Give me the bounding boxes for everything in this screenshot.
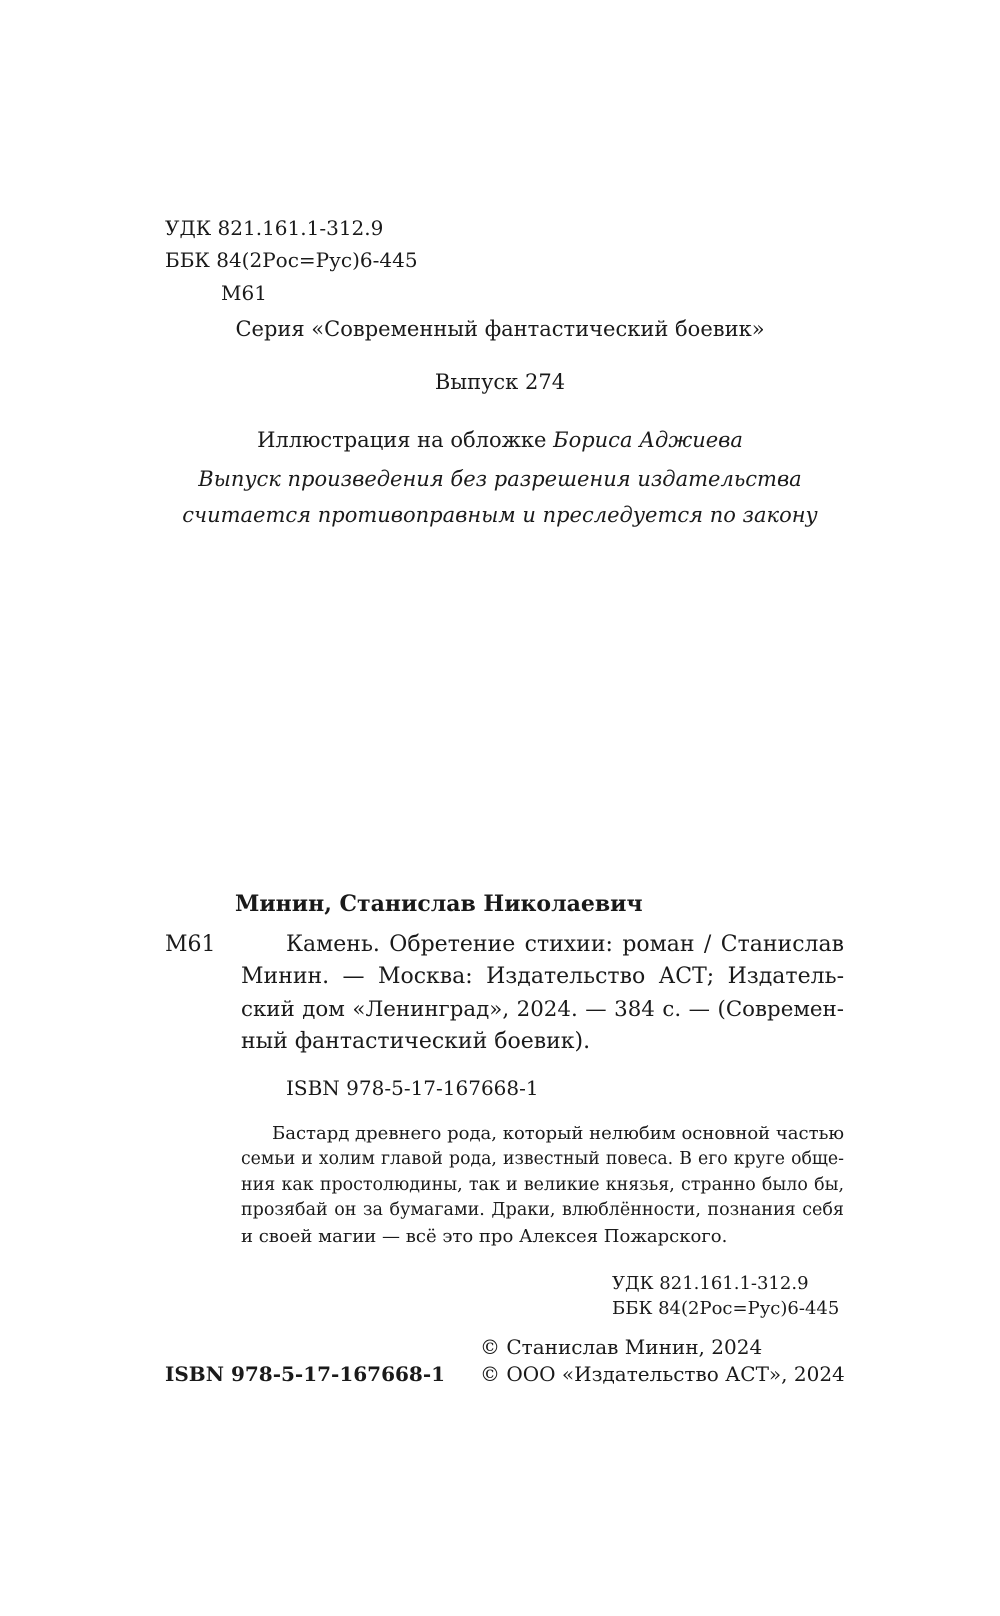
copyright-publisher: © ООО «Издательство АСТ», 2024 — [480, 1362, 845, 1386]
annotation-line: прозябай он за бумагами. Драки, влюблённости, познания себя — [241, 1200, 844, 1220]
illustration-author: Бориса Аджиева — [553, 428, 743, 452]
catalog-author-heading: Минин, Станислав Николаевич — [235, 891, 643, 917]
catalog-description-line: ский дом «Ленинград», 2024. — 384 с. — (Современ- — [241, 997, 844, 1022]
series-title: Серия «Современный фантастический боевик» — [235, 317, 765, 341]
annotation-line: ния как простолюдины, так и великие князья, странно было бы, — [241, 1175, 844, 1195]
catalog-udk: УДК 821.161.1-312.9 — [612, 1273, 809, 1294]
cover-illustration-credit — [0, 430, 1000, 451]
legal-notice-line-1: Выпуск произведения без разрешения издательства — [198, 467, 802, 491]
legal-notice-line-2: считается противоправным и преследуется по закону — [182, 503, 818, 527]
annotation-line: семьи и холим главой рода, известный повеса. В его круге обще- — [241, 1149, 844, 1169]
annotation-line: и своей магии — всё это про Алексея Пожарского. — [241, 1226, 728, 1247]
illustration-prefix: Иллюстрация на обложке — [257, 428, 554, 452]
catalog-description-line: Камень. Обретение стихии: роман / Станислав — [286, 932, 844, 957]
catalog-bbk: ББК 84(2Рос=Рус)6-445 — [612, 1298, 840, 1319]
udk-code: УДК 821.161.1-312.9 — [165, 216, 384, 240]
author-mark: М61 — [221, 281, 267, 305]
catalog-description-line: Минин. — Москва: Издательство АСТ; Издатель- — [241, 964, 844, 989]
bbk-code: ББК 84(2Рос=Рус)6-445 — [165, 248, 418, 272]
catalog-description-line: ный фантастический боевик). — [241, 1029, 591, 1054]
copyright-author: © Станислав Минин, 2024 — [480, 1335, 763, 1359]
issue-number: Выпуск 274 — [434, 370, 566, 394]
isbn-bold: ISBN 978-5-17-167668-1 — [165, 1362, 446, 1386]
annotation-line: Бастард древнего рода, который нелюбим основной частью — [272, 1123, 845, 1144]
catalog-author-mark: М61 — [165, 932, 216, 957]
catalog-isbn: ISBN 978-5-17-167668-1 — [286, 1076, 539, 1100]
